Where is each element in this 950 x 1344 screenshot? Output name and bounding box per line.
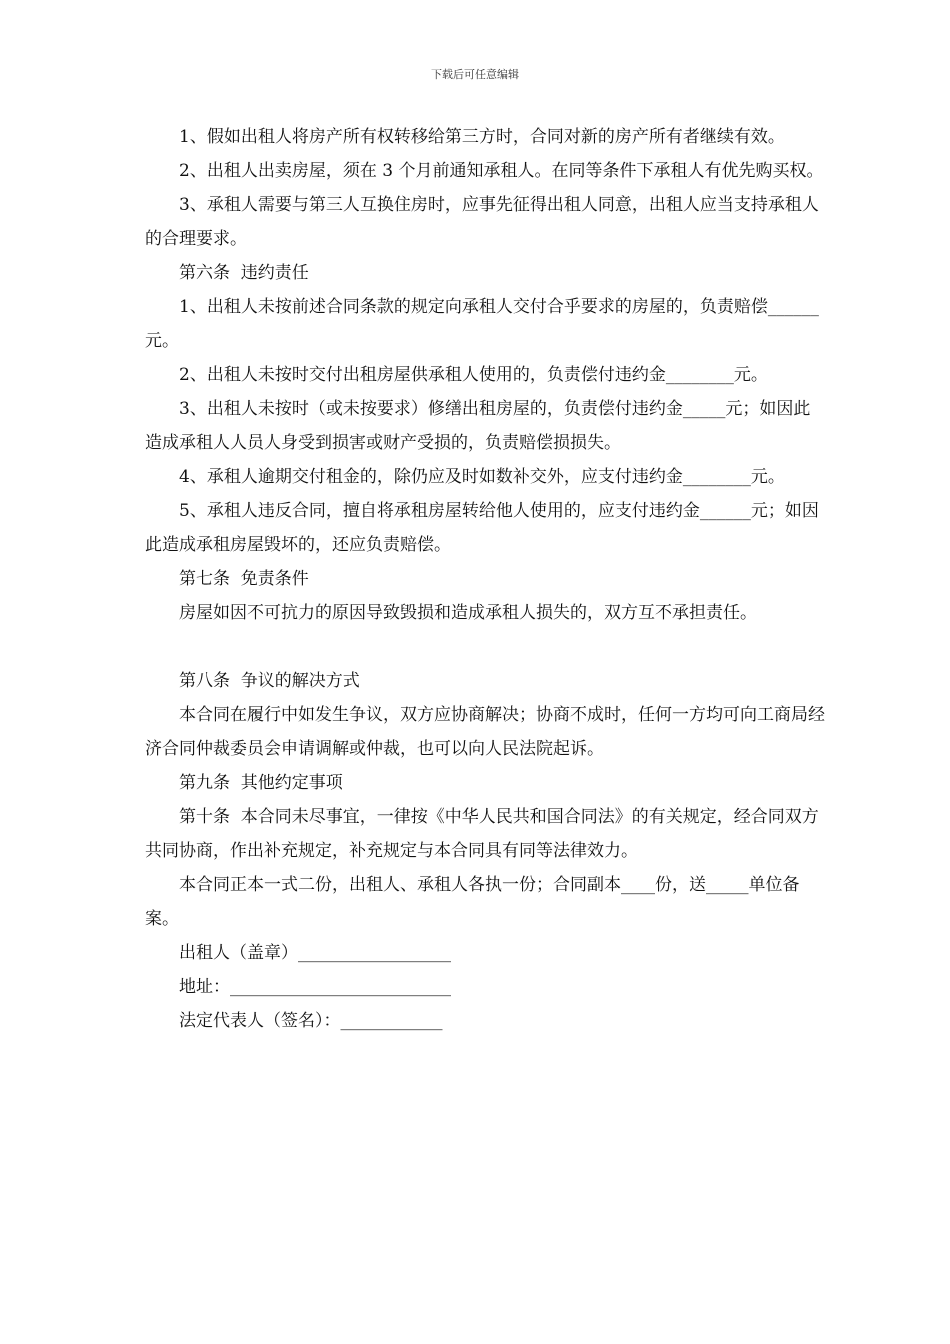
clause-paragraph: 4、承租人逾期交付租金的，除仍应及时如数补交外，应支付违约金________元。: [179, 467, 785, 487]
section-heading: 第七条 免责条件: [179, 569, 309, 589]
clause-paragraph: 5、承租人违反合同，擅自将承租房屋转给他人使用的，应支付违约金______元；如因此造成承租房屋毁坏的，还应负责赔偿。: [145, 501, 819, 555]
clause-paragraph: 本合同正本一式二份，出租人、承租人各执一份；合同副本____份，送_____单位备案。: [145, 875, 800, 929]
clause-paragraph: 3、承租人需要与第三人互换住房时，应事先征得出租人同意，出租人应当支持承租人的合理要求。: [145, 195, 819, 249]
clause-paragraph: 2、出租人出卖房屋，须在 3 个月前通知承租人。在同等条件下承租人有优先购买权。: [179, 161, 824, 181]
clause-paragraph: 1、出租人未按前述合同条款的规定向承租人交付合乎要求的房屋的，负责赔偿______元。: [145, 297, 819, 351]
signature-line-representative: 法定代表人（签名）：____________: [179, 1011, 443, 1031]
signature-line-lessor: 出租人（盖章）__________________: [179, 943, 451, 963]
blank-line: [145, 630, 825, 664]
page-header: 下载后可任意编辑: [431, 68, 519, 81]
section-heading: 第八条 争议的解决方式: [179, 671, 360, 691]
clause-paragraph: 3、出租人未按时（或未按要求）修缮出租房屋的，负责偿付违约金_____元；如因此造成承租人人员人身受到损害或财产受损的，负责赔偿损损失。: [145, 399, 811, 453]
section-heading: 第九条 其他约定事项: [179, 773, 343, 793]
signature-line-address: 地址：__________________________: [179, 977, 451, 997]
document-body: [145, 120, 825, 1038]
clause-paragraph: 2、出租人未按时交付出租房屋供承租人使用的，负责偿付违约金________元。: [179, 365, 768, 385]
clause-paragraph: 第十条 本合同未尽事宜，一律按《中华人民共和国合同法》的有关规定，经合同双方共同协商，作出补充规定，补充规定与本合同具有同等法律效力。: [145, 807, 819, 861]
clause-paragraph: 房屋如因不可抗力的原因导致毁损和造成承租人损失的，双方互不承担责任。: [179, 603, 757, 623]
clause-paragraph: 1、假如出租人将房产所有权转移给第三方时，合同对新的房产所有者继续有效。: [179, 127, 785, 147]
clause-paragraph: 本合同在履行中如发生争议，双方应协商解决；协商不成时，任何一方均可向工商局经济合同仲裁委员会申请调解或仲裁，也可以向人民法院起诉。: [145, 705, 825, 759]
section-heading: 第六条 违约责任: [179, 263, 309, 283]
